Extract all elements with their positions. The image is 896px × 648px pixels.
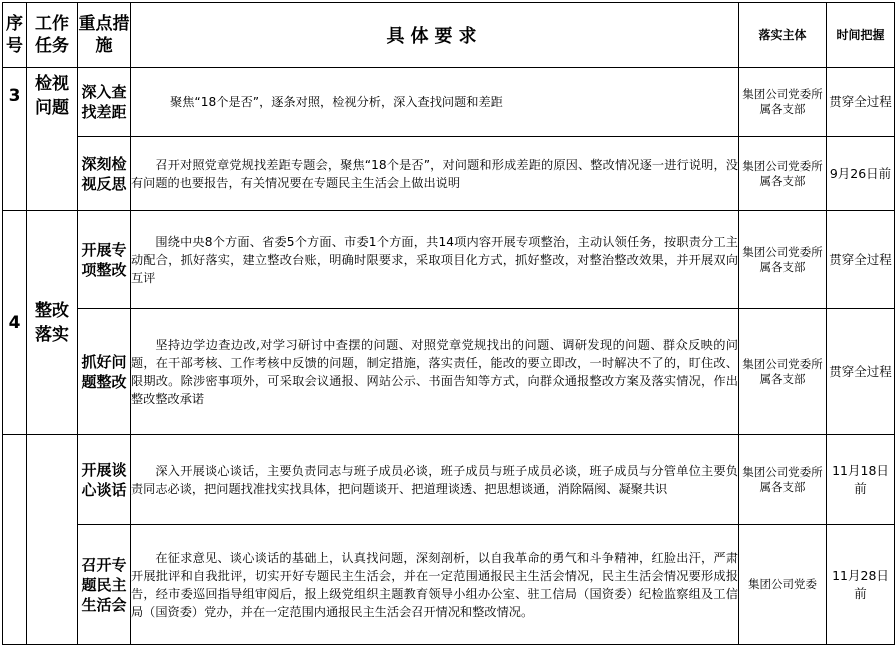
owner-cell: 集团公司党委 [739, 525, 827, 645]
time-cell: 11月18日前 [827, 435, 895, 525]
measure-cell: 抓好问题整改 [78, 309, 131, 435]
seq-cell: 3 [3, 68, 27, 211]
owner-cell: 集团公司党委所属各支部 [739, 137, 827, 211]
header-row [3, 3, 895, 68]
owner-cell: 集团公司党委所属各支部 [739, 435, 827, 525]
time-cell: 贯穿全过程 [827, 211, 895, 309]
measure-cell: 召开专题民主生活会 [78, 525, 131, 645]
table-row [3, 525, 895, 645]
table-row [3, 309, 895, 435]
requirement-cell: 召开对照党章党规找差距专题会，聚焦“18个是否”，对问题和形成差距的原因、整改情况逐一进行说明，没有问题的也要报告，有关情况要在专题民主生活会上做出说明 [131, 137, 739, 211]
header-measure: 重点措施 [78, 3, 131, 68]
owner-cell: 集团公司党委所属各支部 [739, 309, 827, 435]
table-row [3, 68, 895, 137]
seq-cell [3, 435, 27, 645]
time-cell: 贯穿全过程 [827, 309, 895, 435]
time-cell: 11月28日前 [827, 525, 895, 645]
table-row [3, 137, 895, 211]
owner-cell: 集团公司党委所属各支部 [739, 68, 827, 137]
time-cell: 9月26日前 [827, 137, 895, 211]
seq-cell: 4 [3, 211, 27, 435]
measure-cell: 深入查找差距 [78, 68, 131, 137]
requirement-cell: 围绕中央8个方面、省委5个方面、市委1个方面，共14项内容开展专项整治，主动认领任务，按职责分工主动配合，抓好落实，建立整改台账，明确时限要求，采取项目化方式，抓好整改，对整治整改效果，并开展双向互评 [131, 211, 739, 309]
header-owner: 落实主体 [739, 3, 827, 68]
task-cell: 检视问题 [27, 68, 78, 211]
header-seq: 序号 [3, 3, 27, 68]
header-time: 时间把握 [827, 3, 895, 68]
requirement-cell: 在征求意见、谈心谈话的基础上，认真找问题，深刻剖析，以自我革命的勇气和斗争精神，红脸出汗，严肃开展批评和自我批评，切实开好专题民主生活会，并在一定范围通报民主生活会情况，民主生活会情况要形成报告，经市委巡回指导组审阅后，报上级党组织主题教育领导小组办公室、驻工信局（国资委）纪检监察组及工信局（国资委）党办，并在一定范围内通报民主生活会召开情况和整改情况。 [131, 525, 739, 645]
measure-cell: 深刻检视反思 [78, 137, 131, 211]
requirement-cell: 深入开展谈心谈话，主要负责同志与班子成员必谈，班子成员与班子成员必谈，班子成员与分管单位主要负责同志必谈，把问题找准找实找具体，把问题谈开、把道理谈透、把思想谈通，消除隔阂、凝聚共识 [131, 435, 739, 525]
requirement-cell: 坚持边学边查边改,对学习研讨中查摆的问题、对照党章党规找出的问题、调研发现的问题、群众反映的问题，在干部考核、工作考核中反馈的问题，制定措施，落实责任，能改的要立即改，一时解决不了的，盯住改、限期改。除涉密事项外，可采取会议通报、网站公示、书面告知等方式，向群众通报整改方案及落实情况，作出整改整改承诺 [131, 309, 739, 435]
measure-cell: 开展专项整改 [78, 211, 131, 309]
task-cell [27, 435, 78, 645]
work-plan-table [2, 2, 895, 645]
table-row [3, 435, 895, 525]
requirement-cell: 聚焦“18个是否”，逐条对照，检视分析，深入查找问题和差距 [131, 68, 739, 137]
measure-cell: 开展谈心谈话 [78, 435, 131, 525]
time-cell: 贯穿全过程 [827, 68, 895, 137]
owner-cell: 集团公司党委所属各支部 [739, 211, 827, 309]
task-cell: 整改落实 [27, 211, 78, 435]
header-requirement: 具体要求 [131, 3, 739, 68]
header-task: 工作任务 [27, 3, 78, 68]
table-row [3, 211, 895, 309]
